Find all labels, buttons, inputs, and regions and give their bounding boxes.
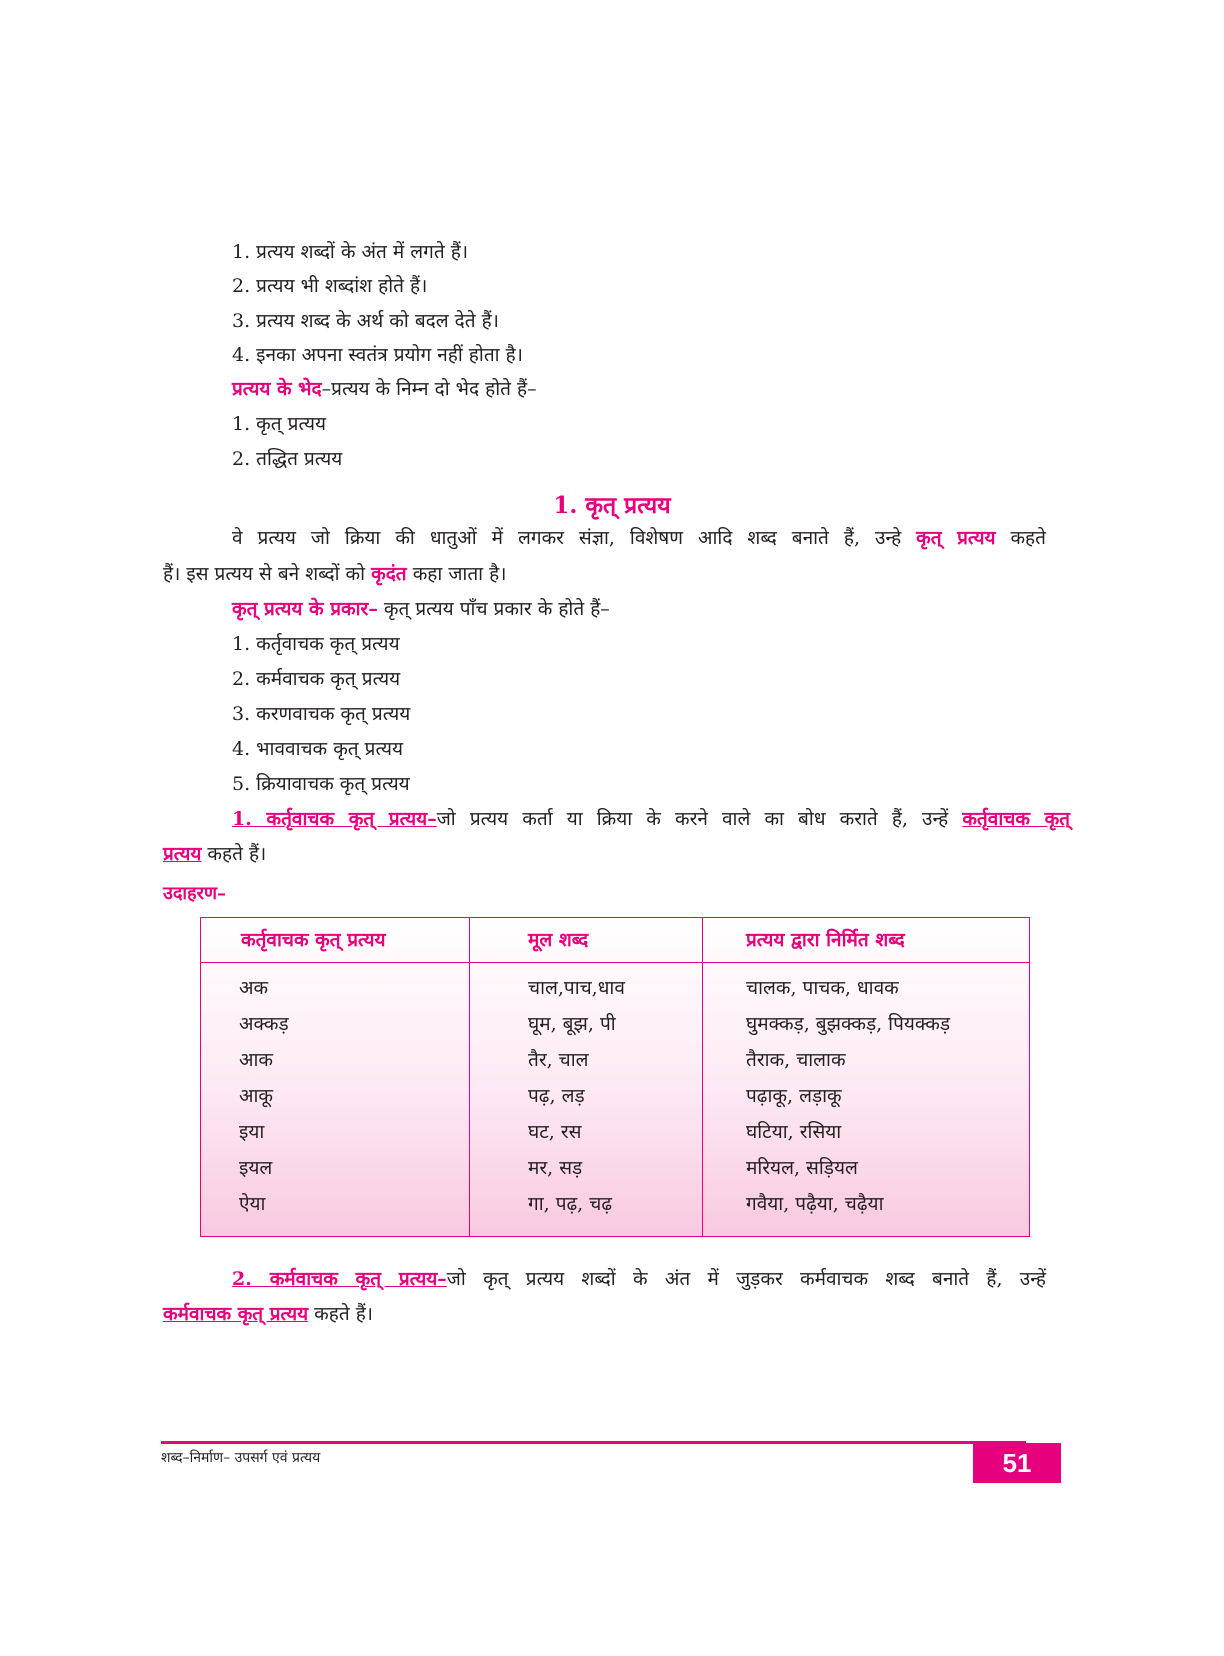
footer-title: शब्द–निर्माण– उपसर्ग एवं प्रत्यय — [161, 1450, 321, 1466]
table-cell: आक — [239, 1049, 274, 1071]
kartri-tail: कहते हैं। — [207, 843, 267, 865]
prakar-item-4: 4. भाववाचक कृत् प्रत्यय — [232, 738, 404, 760]
page-number: 51 — [973, 1443, 1061, 1483]
header-divider — [201, 962, 1029, 963]
prakar-item-5: 5. क्रियावाचक कृत् प्रत्यय — [232, 773, 410, 795]
bhed-text: –प्रत्यय के निम्न दो भेद होते हैं– — [321, 378, 537, 400]
examples-table — [200, 917, 1030, 1237]
table-cell: इयल — [239, 1157, 273, 1179]
prakar-item-1: 1. कर्तृवाचक कृत् प्रत्यय — [232, 633, 400, 655]
table-cell: आकू — [239, 1085, 274, 1107]
point-2: 2. प्रत्यय भी शब्दांश होते हैं। — [232, 275, 428, 297]
definition-text-1: वे प्रत्यय जो क्रिया की धातुओं में लगकर संज्ञा, विशेषण आदि शब्द बनाते हैं, उन्हे — [232, 527, 902, 549]
bhed-line — [232, 377, 537, 401]
column-divider — [469, 918, 470, 1236]
karma-line-2 — [163, 1302, 373, 1326]
kartri-line-1 — [232, 807, 1070, 831]
footer-rule — [161, 1441, 1026, 1444]
table-cell: पढ़, लड़ — [528, 1085, 585, 1107]
table-cell: इया — [239, 1121, 265, 1143]
table-cell: अक्कड़ — [239, 1013, 289, 1035]
table-cell: घट, रस — [528, 1121, 582, 1143]
kartri-label: 1. कर्तृवाचक कृत् प्रत्यय– — [232, 808, 437, 830]
table-cell: गा, पढ़, चढ़ — [528, 1193, 613, 1215]
prakar-line — [232, 597, 610, 621]
kartri-text: जो प्रत्यय कर्ता या क्रिया के करने वाले का बोध कराते हैं, उन्हें — [436, 808, 949, 830]
table-cell: घटिया, रसिया — [746, 1121, 842, 1143]
table-cell: घूम, बूझ, पी — [528, 1013, 616, 1035]
kartri-line-2 — [163, 842, 266, 866]
table-cell: पढ़ाकू, लड़ाकू — [746, 1085, 842, 1107]
table-cell: मर, सड़ — [528, 1157, 583, 1179]
table-cell: चाल,पाच,धाव — [528, 977, 625, 999]
definition-text-2-tail: कहा जाता है। — [412, 563, 507, 585]
definition-line-2 — [163, 562, 506, 586]
karma-line-1 — [232, 1267, 1046, 1291]
prakar-label: कृत् प्रत्यय के प्रकार– — [232, 598, 378, 620]
table-header-mool-shabd: मूल शब्द — [528, 929, 589, 951]
kartri-term-b: प्रत्यय — [163, 843, 202, 865]
definition-text-1-tail: कहते — [1010, 527, 1046, 549]
prakar-item-2: 2. कर्मवाचक कृत् प्रत्यय — [232, 668, 401, 690]
point-4: 4. इनका अपना स्वतंत्र प्रयोग नहीं होता है। — [232, 344, 523, 366]
table-header-pratyay: कर्तृवाचक कृत् प्रत्यय — [241, 929, 386, 951]
table-cell: मरियल, सड़ियल — [746, 1157, 858, 1179]
prakar-item-3: 3. करणवाचक कृत् प्रत्यय — [232, 703, 411, 725]
definition-term-kridant: कृदंत — [371, 563, 407, 585]
karma-label: 2. कर्मवाचक कृत् प्रत्यय– — [232, 1268, 447, 1290]
point-1: 1. प्रत्यय शब्दों के अंत में लगते हैं। — [232, 241, 469, 263]
table-cell: चालक, पाचक, धावक — [746, 977, 899, 999]
example-label: उदाहरण– — [163, 883, 227, 904]
definition-text-2: हैं। इस प्रत्यय से बने शब्दों को — [163, 563, 366, 585]
bhed-label: प्रत्यय के भेद — [232, 378, 322, 400]
definition-line-1 — [232, 526, 1046, 550]
karma-tail: कहते हैं। — [314, 1303, 373, 1325]
kartri-term-a: कर्तृवाचक कृत् — [962, 808, 1071, 830]
karma-text: जो कृत् प्रत्यय शब्दों के अंत में जुड़कर कर्मवाचक शब्द बनाते हैं, उन्हें — [446, 1268, 1046, 1290]
column-divider — [702, 918, 703, 1236]
definition-term-krit: कृत् प्रत्यय — [916, 527, 996, 549]
table-cell: तैराक, चालाक — [746, 1049, 846, 1071]
section-heading: 1. कृत् प्रत्यय — [553, 492, 671, 519]
table-cell: घुमक्कड़, बुझक्कड़, पियक्कड़ — [746, 1013, 951, 1035]
karma-term: कर्मवाचक कृत् प्रत्यय — [163, 1303, 309, 1325]
bhed-item-2: 2. तद्धित प्रत्यय — [232, 448, 343, 470]
table-header-nirmit-shabd: प्रत्यय द्वारा निर्मित शब्द — [746, 929, 905, 951]
table-cell: तैर, चाल — [528, 1049, 589, 1071]
table-cell: अक — [239, 977, 269, 999]
bhed-item-1: 1. कृत् प्रत्यय — [232, 413, 326, 435]
prakar-text: कृत् प्रत्यय पाँच प्रकार के होते हैं– — [383, 598, 610, 620]
table-cell: गवैया, पढ़ैया, चढ़ैया — [746, 1193, 884, 1215]
table-cell: ऐया — [239, 1193, 266, 1215]
point-3: 3. प्रत्यय शब्द के अर्थ को बदल देते हैं। — [232, 310, 499, 332]
